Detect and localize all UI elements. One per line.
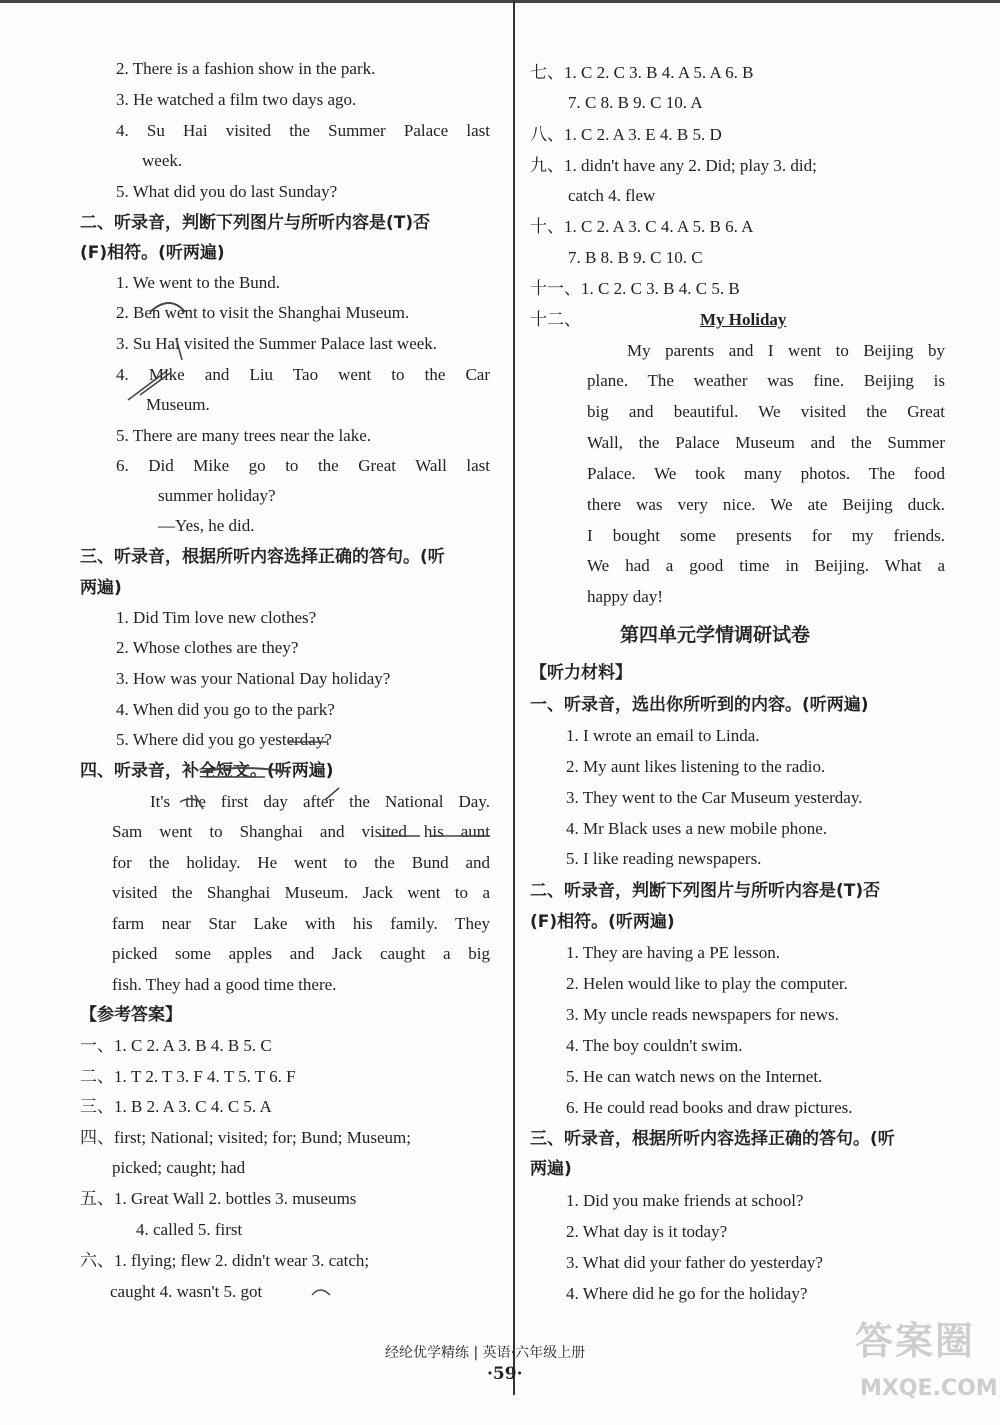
watermark-logo: [855, 1310, 998, 1415]
right-line: 十一、1. C 2. C 3. B 4. C 5. B: [530, 279, 740, 298]
right-line: 两遍): [530, 1159, 572, 1179]
right-line: 2. My aunt likes listening to the radio.: [566, 757, 826, 776]
right-line: 7. B 8. B 9. C 10. C: [568, 248, 703, 267]
right-line: 7. C 8. B 9. C 10. A: [568, 93, 703, 112]
right-line: (F)相符。(听两遍): [530, 912, 675, 932]
left-line: 1. Did Tim love new clothes?: [116, 608, 317, 627]
left-line: 一、1. C 2. A 3. B 4. B 5. C: [80, 1036, 272, 1055]
right-line: catch 4. flew: [568, 186, 656, 205]
right-line: 1. Did you make friends at school?: [566, 1191, 804, 1210]
right-line: happy day!: [587, 587, 664, 606]
right-line: 三、听录音，根据所听内容选择正确的答句。(听: [530, 1129, 895, 1149]
right-line: 第四单元学情调研试卷: [620, 624, 811, 646]
left-line: visited the Shanghai Museum. Jack went to a: [112, 883, 490, 902]
right-line: 6. He could read books and draw pictures.: [566, 1098, 853, 1117]
footer-separator: |: [473, 1345, 483, 1361]
left-line: 两遍): [80, 578, 122, 598]
footer-series: [385, 1342, 585, 1362]
left-line: 2. There is a fashion show in the park.: [116, 59, 376, 78]
left-line: 五、1. Great Wall 2. bottles 3. museums: [80, 1189, 357, 1208]
right-line: 3. They went to the Car Museum yesterday.: [566, 788, 863, 807]
left-line: 六、1. flying; flew 2. didn't wear 3. catch;: [80, 1251, 370, 1270]
right-line: 3. My uncle reads newspapers for news.: [566, 1005, 839, 1024]
right-line: 1. They are having a PE lesson.: [566, 943, 781, 962]
left-line: caught 4. wasn't 5. got: [110, 1282, 263, 1301]
right-line: 5. I like reading newspapers.: [566, 849, 762, 868]
right-line: 【听力材料】: [530, 663, 632, 683]
left-line: 3. Su Hai visited the Summer Palace last week.: [116, 334, 438, 353]
left-line: 二、听录音，判断下列图片与所听内容是(T)否: [80, 213, 431, 233]
watermark-text: 答案圈: [855, 1319, 976, 1363]
page-number: ·59·: [487, 1364, 523, 1384]
left-line: (F)相符。(听两遍): [80, 243, 225, 263]
footer-series-name: 经纶优学精练: [385, 1345, 469, 1361]
left-line: farm near Star Lake with his family. They: [112, 914, 490, 933]
right-line: 九、1. didn't have any 2. Did; play 3. did;: [530, 156, 817, 175]
right-line: 2. What day is it today?: [566, 1222, 728, 1241]
right-line: big and beautiful. We visited the Great: [587, 402, 945, 421]
left-line: picked some apples and Jack caught a big: [112, 944, 490, 963]
left-line: summer holiday?: [158, 486, 276, 505]
left-line: It's the first day after the National Day.: [150, 792, 490, 811]
left-line: 四、first; National; visited; for; Bund; Museum;: [80, 1128, 412, 1147]
right-line: Wall, the Palace Museum and the Summer: [587, 433, 945, 452]
right-line: My Holiday: [700, 310, 787, 329]
right-line: Palace. We took many photos. The food: [587, 464, 945, 483]
footer-subject: 英语·六年级上册: [482, 1345, 586, 1361]
left-line: picked; caught; had: [112, 1158, 246, 1177]
right-line: 十二、: [530, 310, 581, 329]
column-divider: [513, 0, 515, 1395]
left-line: 5. Where did you go yesterday?: [116, 730, 332, 749]
right-line: 八、1. C 2. A 3. E 4. B 5. D: [530, 125, 722, 144]
left-line: Museum.: [146, 395, 210, 414]
right-line: 4. The boy couldn't swim.: [566, 1036, 743, 1055]
right-line: 5. He can watch news on the Internet.: [566, 1067, 823, 1086]
left-line: 2. Whose clothes are they?: [116, 638, 299, 657]
left-line: —Yes, he did.: [158, 516, 255, 535]
left-line: 四、听录音，补全短文。(听两遍): [80, 761, 334, 781]
right-line: there was very nice. We ate Beijing duck.: [587, 495, 945, 514]
left-line: 4. Su Hai visited the Summer Palace last: [116, 121, 490, 140]
left-line: 3. How was your National Day holiday?: [116, 669, 391, 688]
left-line: 5. There are many trees near the lake.: [116, 426, 372, 445]
left-line: 4. When did you go to the park?: [116, 700, 335, 719]
right-line: 一、听录音，选出你所听到的内容。(听两遍): [530, 695, 869, 715]
left-line: 2. Ben went to visit the Shanghai Museum.: [116, 303, 410, 322]
right-line: 4. Where did he go for the holiday?: [566, 1284, 808, 1303]
right-line: 3. What did your father do yesterday?: [566, 1253, 823, 1272]
left-line: 5. What did you do last Sunday?: [116, 182, 338, 201]
right-line: plane. The weather was fine. Beijing is: [587, 371, 945, 390]
right-line: We had a good time in Beijing. What a: [587, 556, 945, 575]
right-line: My parents and I went to Beijing by: [627, 341, 945, 360]
left-line: 1. We went to the Bund.: [116, 273, 281, 292]
left-line: 三、1. B 2. A 3. C 4. C 5. A: [80, 1097, 272, 1116]
left-line: 二、1. T 2. T 3. F 4. T 5. T 6. F: [80, 1067, 296, 1086]
left-line: fish. They had a good time there.: [112, 975, 337, 994]
right-line: I bought some presents for my friends.: [587, 526, 945, 545]
left-line: 三、听录音，根据所听内容选择正确的答句。(听: [80, 547, 445, 567]
top-border: [0, 0, 1000, 3]
left-line: 3. He watched a film two days ago.: [116, 90, 357, 109]
left-line: for the holiday. He went to the Bund and: [112, 853, 490, 872]
right-line: 2. Helen would like to play the computer.: [566, 974, 848, 993]
right-line: 1. I wrote an email to Linda.: [566, 726, 760, 745]
right-line: 二、听录音，判断下列图片与所听内容是(T)否: [530, 881, 881, 901]
left-line: Sam went to Shanghai and visited his aunt: [112, 822, 490, 841]
right-line: 七、1. C 2. C 3. B 4. A 5. A 6. B: [530, 63, 754, 82]
left-line: 4. Mike and Liu Tao went to the Car: [116, 365, 490, 384]
left-line: 4. called 5. first: [136, 1220, 243, 1239]
left-line: 6. Did Mike go to the Great Wall last: [116, 456, 490, 475]
right-line: 十、1. C 2. A 3. C 4. A 5. B 6. A: [530, 217, 754, 236]
right-line: 4. Mr Black uses a new mobile phone.: [566, 819, 828, 838]
left-line: 【参考答案】: [80, 1005, 182, 1025]
left-line: week.: [142, 151, 183, 170]
watermark-url: MXQE.COM: [860, 1376, 998, 1401]
